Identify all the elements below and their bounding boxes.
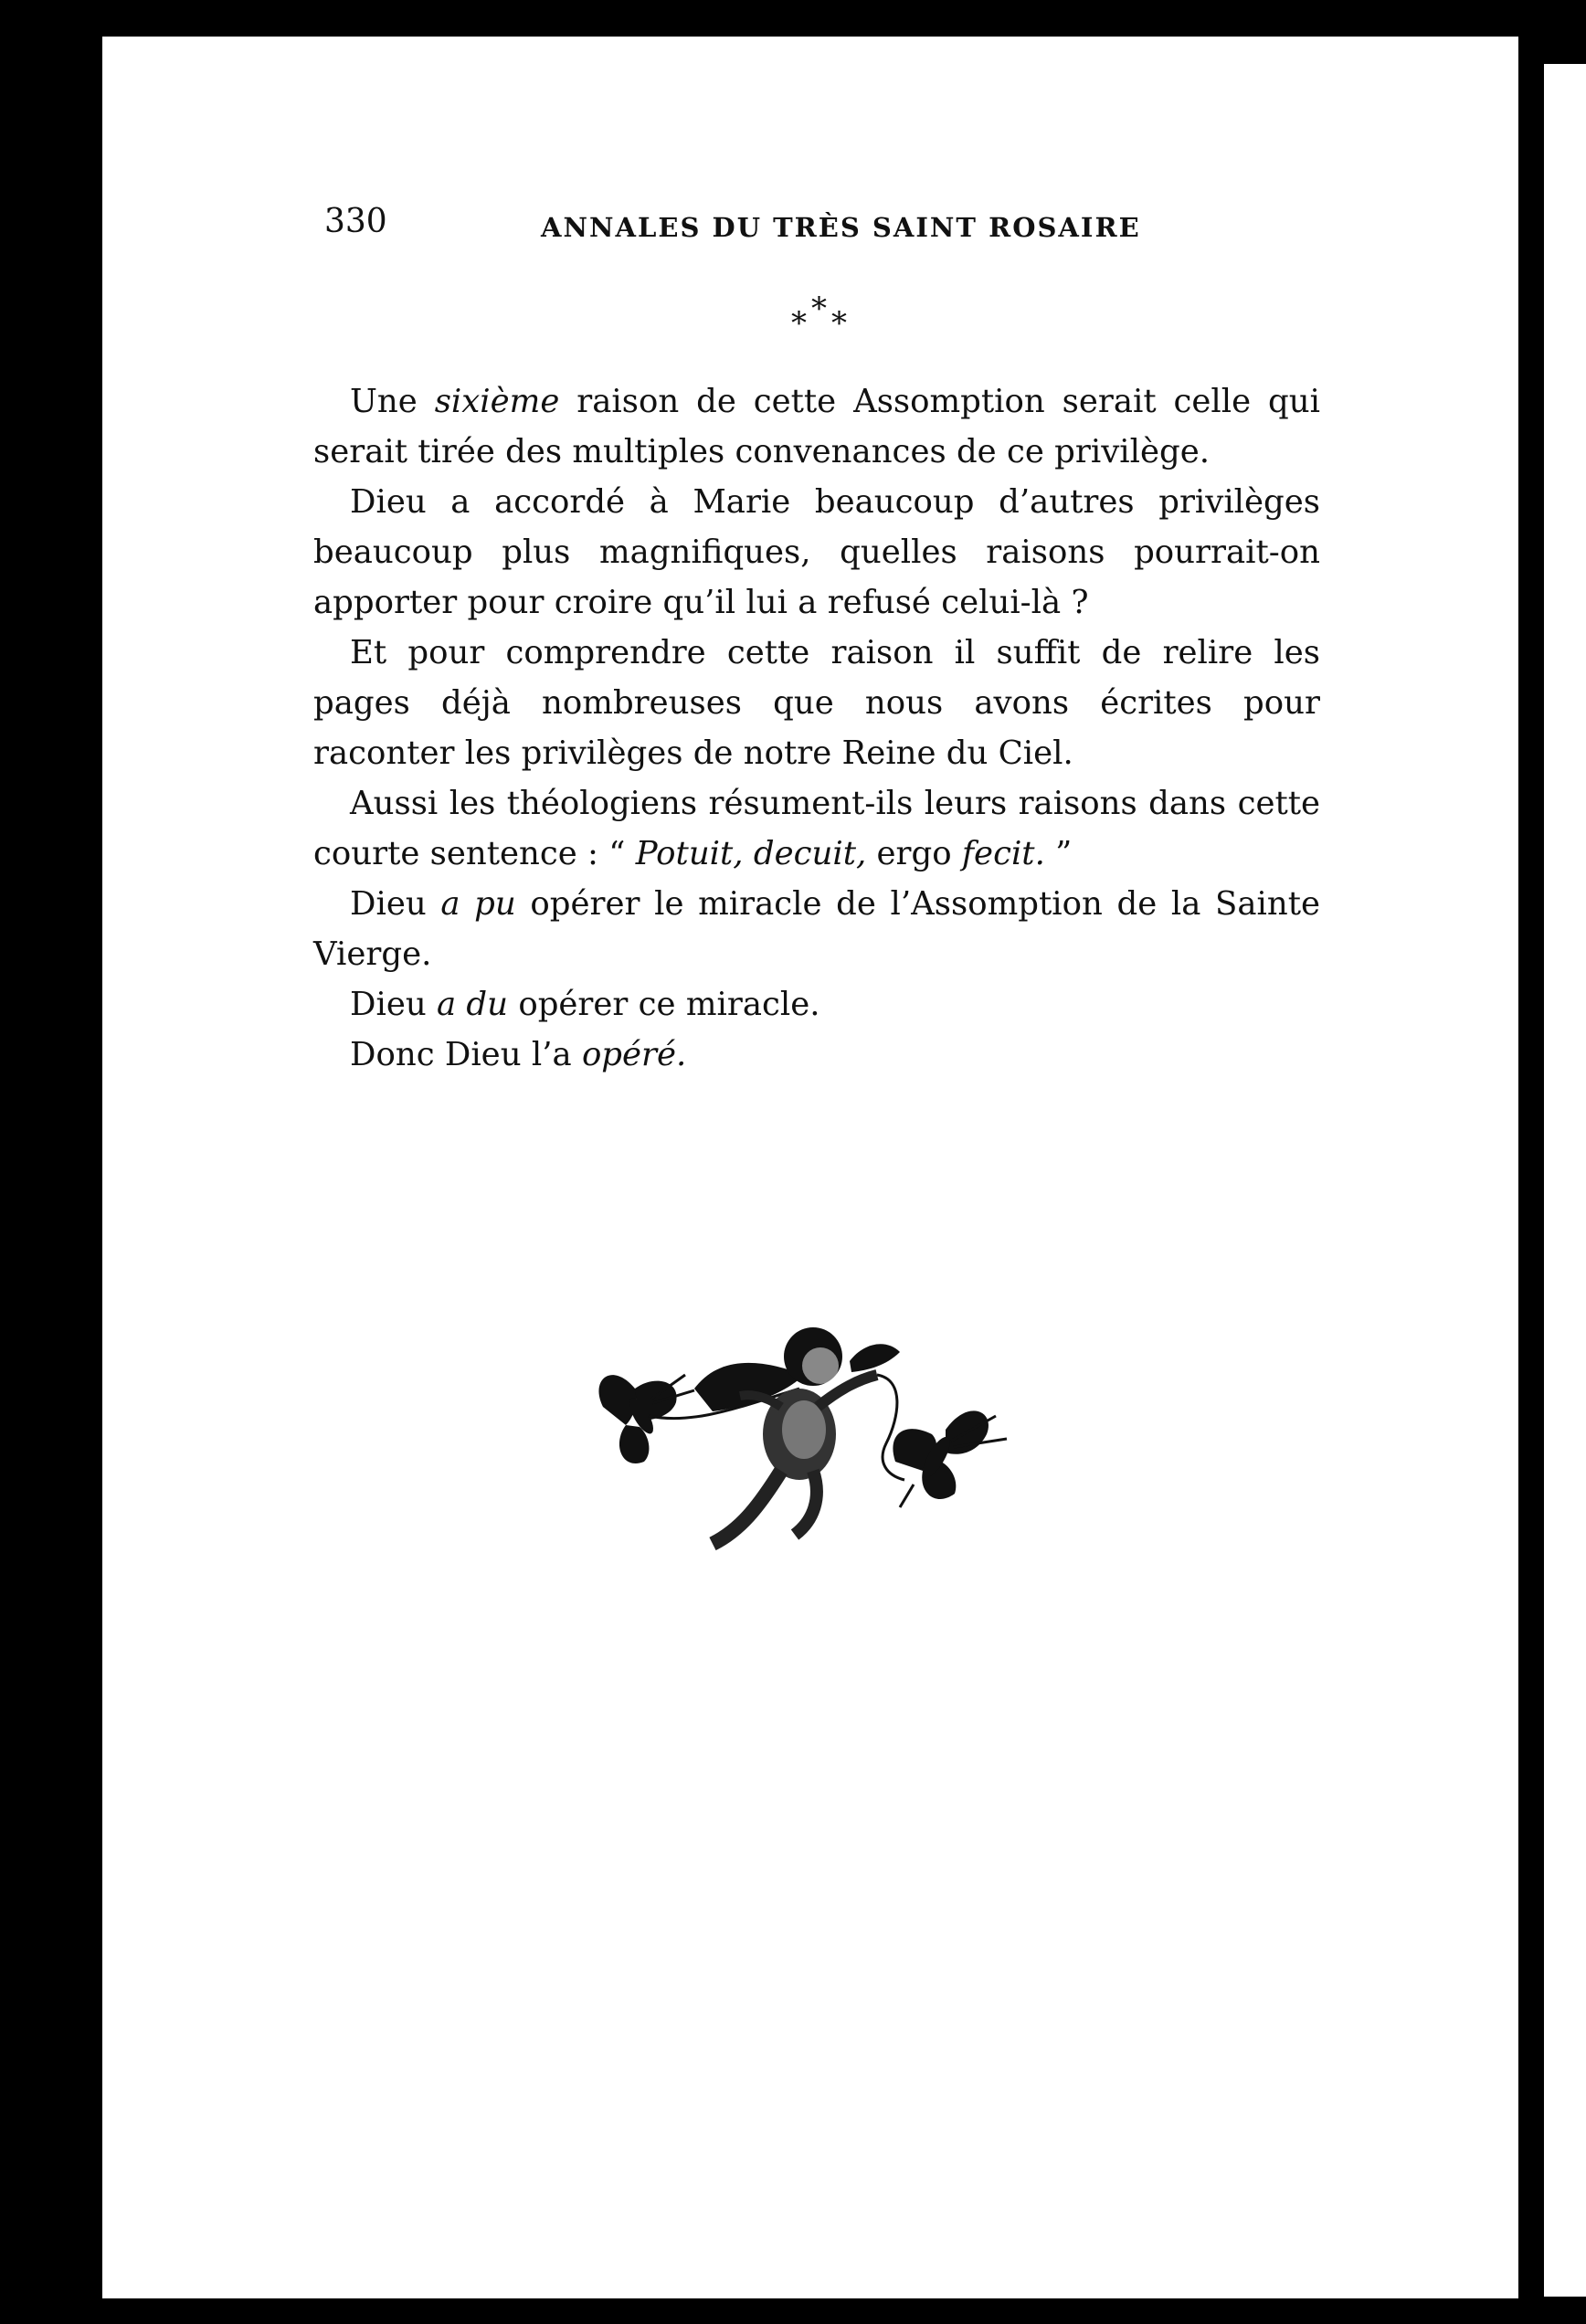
text-run: raison de cette Assomption serait celle qui serait tirée des multiples convenances de ce privilège. (313, 383, 1320, 470)
text-run: Donc Dieu l’a (350, 1036, 582, 1073)
text-run: ” (1044, 835, 1073, 872)
text-run: Aussi les théologiens résument-ils leurs raisons dans cette courte sentence : “ (313, 785, 1320, 872)
separator-star: * (811, 290, 827, 327)
cherub-with-butterflies-icon (585, 1325, 1032, 1617)
text-run-italic: sixième (434, 383, 560, 420)
page-gutter (1521, 64, 1541, 2297)
paragraph (313, 778, 1320, 879)
text-run-italic: a pu (440, 885, 516, 923)
text-run: Et pour comprendre cette raison il suffit de relire les pages déjà nombreuses que nous avons écrites pour raconter les privilèges de notre Reine du Ciel. (313, 634, 1320, 772)
text-run: Dieu (350, 986, 437, 1023)
text-run-italic: a du (436, 986, 509, 1023)
text-run: opérer ce miracle. (508, 986, 820, 1023)
text-run: Dieu (350, 885, 441, 923)
text-run-italic: opéré. (581, 1036, 687, 1073)
text-run: opérer le miracle de l’Assomption de la Sainte Vierge. (313, 885, 1320, 973)
running-head: ANNALES DU TRÈS SAINT ROSAIRE (541, 212, 1141, 243)
section-separator (791, 290, 855, 345)
paragraph (313, 979, 1320, 1030)
body-text (313, 376, 1320, 1080)
page-number: 330 (324, 203, 387, 240)
paragraph (313, 628, 1320, 778)
text-run-italic: Potuit, decuit, (635, 835, 867, 872)
text-run: Une (350, 383, 435, 420)
text-run-italic: fecit. (961, 835, 1045, 872)
cherub-icon (694, 1327, 900, 1544)
separator-star: * (831, 305, 847, 342)
paragraph (313, 879, 1320, 979)
text-run: ergo (866, 835, 962, 872)
paragraph (313, 1030, 1320, 1080)
facing-page-edge (1544, 64, 1586, 2297)
butterfly-icon (893, 1410, 1007, 1507)
paragraph (313, 477, 1320, 628)
paragraph (313, 376, 1320, 477)
text-run: Dieu a accordé à Marie beaucoup d’autres privilèges beaucoup plus magnifiques, quelles raisons pourrait-on apporter pour croire qu’il lui a refusé celui-là ? (313, 483, 1320, 621)
separator-star: * (791, 305, 807, 342)
